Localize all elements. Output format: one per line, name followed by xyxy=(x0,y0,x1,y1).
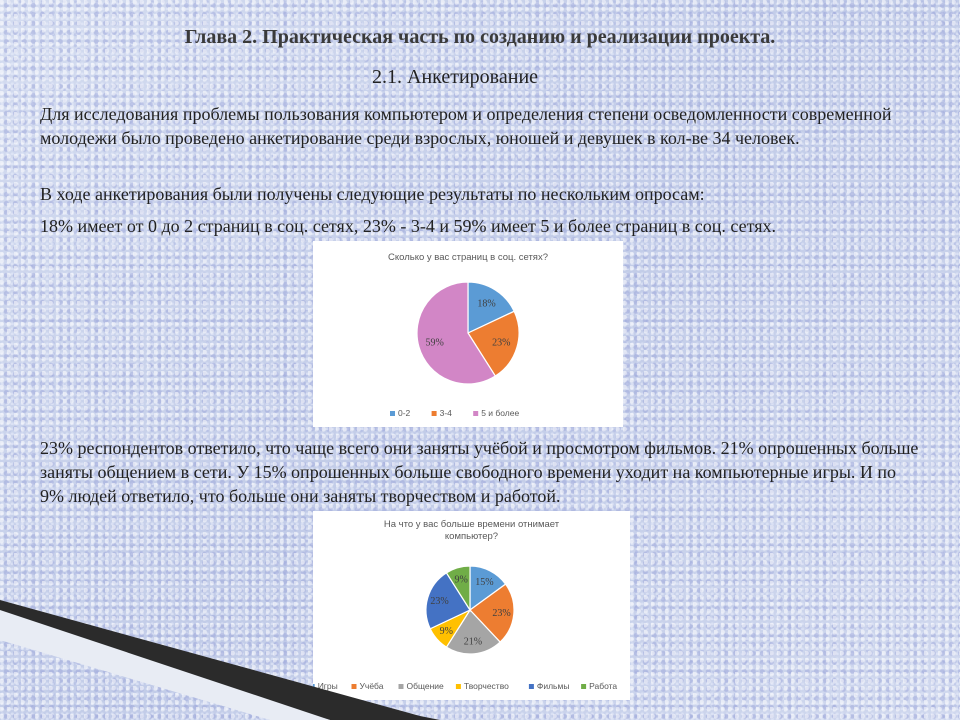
time-chart-slice-5-label: 23% xyxy=(430,596,449,608)
time-chart-title-line-1: На что у вас больше времени отнимает xyxy=(383,519,560,530)
slide-title: Глава 2. Практическая часть по созданию и реализации проекта. xyxy=(184,26,776,48)
time-chart-legend-label-1: Игры xyxy=(317,681,338,691)
results-intro-paragraph: В ходе анкетирования были получены следующие результаты по нескольким опросам: xyxy=(40,184,705,204)
pages-result-paragraph: 18% имеет от 0 до 2 страниц в соц. сетях, 23% - 3-4 и 59% имеет 5 и более страниц в соц. сетях. xyxy=(40,216,777,236)
pages-chart-legend-label-2: 3-4 xyxy=(439,408,452,418)
time-chart-slice-2-label: 23% xyxy=(492,607,511,619)
time-chart-slice-6-label: 9% xyxy=(454,574,468,586)
time-chart-slice-1-label: 15% xyxy=(475,576,494,588)
time-chart-title-line-2: компьютер? xyxy=(444,531,499,542)
pages-chart-legend-marker-1 xyxy=(390,411,395,416)
pages-chart-legend-label-1: 0-2 xyxy=(398,408,411,418)
pages-chart-slice-2-label: 23% xyxy=(492,337,511,349)
time-chart-legend-label-5: Фильмы xyxy=(536,681,570,691)
time-chart-legend-marker-5 xyxy=(529,684,534,689)
corner-light-stripe xyxy=(0,610,330,720)
time-chart-legend-label-2: Учёба xyxy=(359,681,384,691)
intro-paragraph: Для исследования проблемы пользования компьютером и определения степени осведомленности современной молодежи было проведено анкетирование среди взрослых, юношей и девушек в кол-ве 34 человек. xyxy=(40,104,892,148)
pages-chart-legend-label-3: 5 и более xyxy=(481,408,520,418)
corner-decoration xyxy=(0,600,440,720)
time-chart-slice-4-label: 9% xyxy=(439,625,453,637)
time-chart-legend-marker-6 xyxy=(581,684,586,689)
time-chart-slice-3-label: 21% xyxy=(463,636,483,648)
pages-pie-chart xyxy=(313,241,623,427)
pages-pie-chart-svg xyxy=(313,241,623,427)
pages-chart-title: Сколько у вас страниц в соц. сетях? xyxy=(388,252,548,263)
time-chart-legend-label-3: Общение xyxy=(406,681,444,691)
pages-chart-legend-marker-3 xyxy=(473,411,478,416)
pages-chart-slice-3-label: 59% xyxy=(425,337,444,349)
pages-chart-slice-1-label: 18% xyxy=(477,298,496,310)
pages-chart-legend-marker-2 xyxy=(432,411,437,416)
time-chart-legend-label-6: Работа xyxy=(589,681,618,691)
time-result-paragraph: 23% респондентов ответило, что чаще всего они заняты учёбой и просмотром фильмов. 21% опрошенных больше заняты общением в сети. У 15% опрошенных больше свободного времени уходит на компьютерные игры. И по 9% людей ответило, что больше они заняты творчеством и работой. xyxy=(40,438,919,506)
time-chart-legend-marker-4 xyxy=(456,684,461,689)
time-chart-legend-label-4: Творчество xyxy=(463,681,509,691)
section-subtitle: 2.1. Анкетирование xyxy=(372,66,539,88)
